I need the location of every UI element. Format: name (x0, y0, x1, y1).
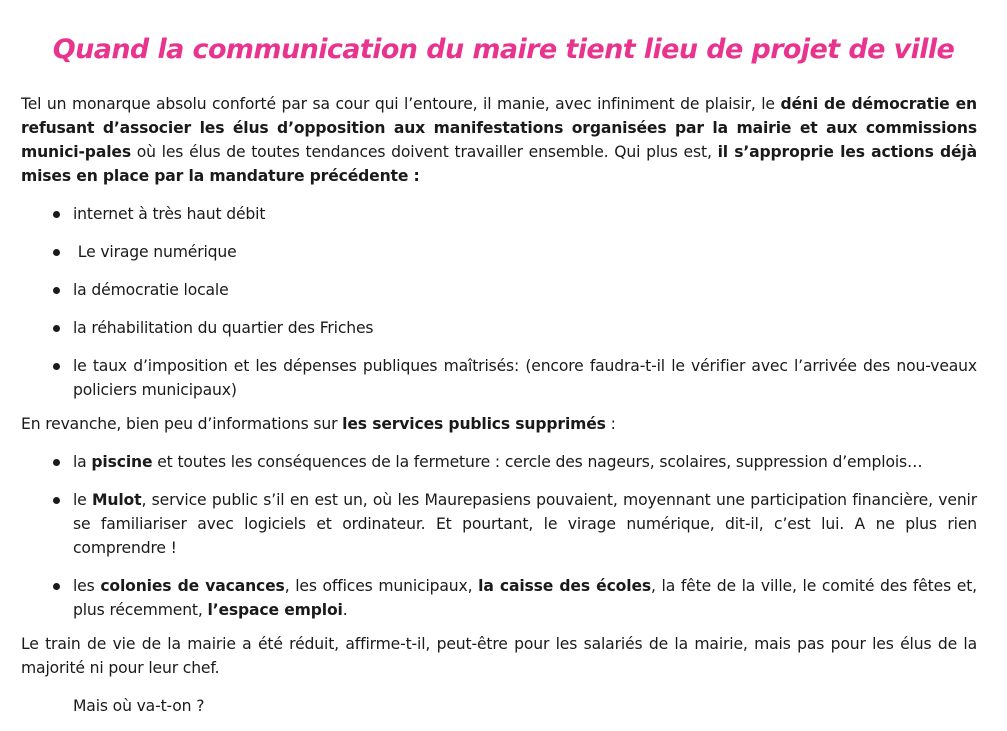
colonies-text-2: , les offices municipaux, (284, 577, 479, 595)
list-item-text: internet à très haut débit (73, 205, 266, 223)
bullet-icon (53, 249, 60, 256)
intro-paragraph (21, 92, 977, 188)
mulot-text-2: , service public s’il en est un, où les Maurepasiens pouvaient, moyennant une participation financière, venir se familiariser avec logiciels et ordinateur. Et pourtant, le virage numérique, dit-il, c’est lui. A ne plus rien comprendre ! (73, 491, 978, 557)
bullet-icon (53, 325, 60, 332)
intro-text-1: Tel un monarque absolu conforté par sa cour qui l’entoure, il manie, avec infiniment de plaisir, le (21, 95, 781, 113)
list-item-text: le taux d’imposition et les dépenses publiques maîtrisés: (encore faudra-t-il le vérifier avec l’arrivée des nou-veaux policiers municipaux) (73, 357, 977, 399)
mulot-text-1: le (73, 491, 93, 509)
list-item (21, 316, 977, 340)
article-body (21, 92, 977, 718)
bullet-icon (53, 211, 60, 218)
intro-bold-1: déni de démocratie en refusant d’associer les élus d’opposition aux manifestations organisées par la mairie et aux commissions munici-pales (21, 95, 977, 161)
bullet-icon (53, 497, 60, 504)
bullet-icon (53, 287, 60, 294)
list-item (21, 278, 977, 302)
achievements-list (21, 202, 977, 402)
list-item-text: la démocratie locale (73, 281, 229, 299)
list-item-text: la réhabilitation du quartier des Friches (73, 319, 374, 337)
list-item (21, 354, 977, 402)
closing-line: Mais où va-t-on ? (73, 697, 205, 715)
colonies-bold-3: l’espace emploi (207, 601, 343, 619)
colonies-text-3: , la fête de la ville, le comité des fêtes et, plus récemment, (73, 577, 977, 619)
transition-text-1: En revanche, bien peu d’informations sur (21, 415, 343, 433)
list-item-colonies (21, 574, 977, 622)
piscine-text-1: la (73, 453, 92, 471)
mulot-bold: Mulot (92, 491, 142, 509)
transition-bold: les services publics supprimés (342, 415, 606, 433)
piscine-text-2: et toutes les conséquences de la fermeture : cercle des nageurs, scolaires, suppression d’emplois… (152, 453, 923, 471)
list-item-mulot (21, 488, 977, 560)
list-item-text: Le virage numérique (73, 243, 237, 261)
article-title: Quand la communication du maire tient lieu de projet de ville (52, 34, 955, 66)
colonies-bold-1: colonies de vacances (100, 577, 285, 595)
bullet-icon (53, 583, 60, 590)
colonies-text-4: . (342, 601, 348, 619)
bullet-icon (53, 459, 60, 466)
removed-services-list (21, 450, 977, 622)
list-item (21, 202, 977, 226)
intro-bold-2: il s’approprie les actions déjà mises en place par la mandature précédente : (21, 143, 977, 185)
list-item (21, 240, 977, 264)
transition-paragraph (21, 412, 977, 436)
transition-text-2: : (605, 415, 616, 433)
colonies-bold-2: la caisse des écoles (478, 577, 651, 595)
intro-text-2: où les élus de toutes tendances doivent travailler ensemble. Qui plus est, (130, 143, 718, 161)
piscine-bold: piscine (91, 453, 153, 471)
bullet-icon (53, 363, 60, 370)
list-item-piscine (21, 450, 977, 474)
conclusion-paragraph: Le train de vie de la mairie a été réduit, affirme-t-il, peut-être pour les salariés de la mairie, mais pas pour les élus de la majorité ni pour leur chef. (21, 635, 977, 677)
colonies-text-1: les (73, 577, 101, 595)
